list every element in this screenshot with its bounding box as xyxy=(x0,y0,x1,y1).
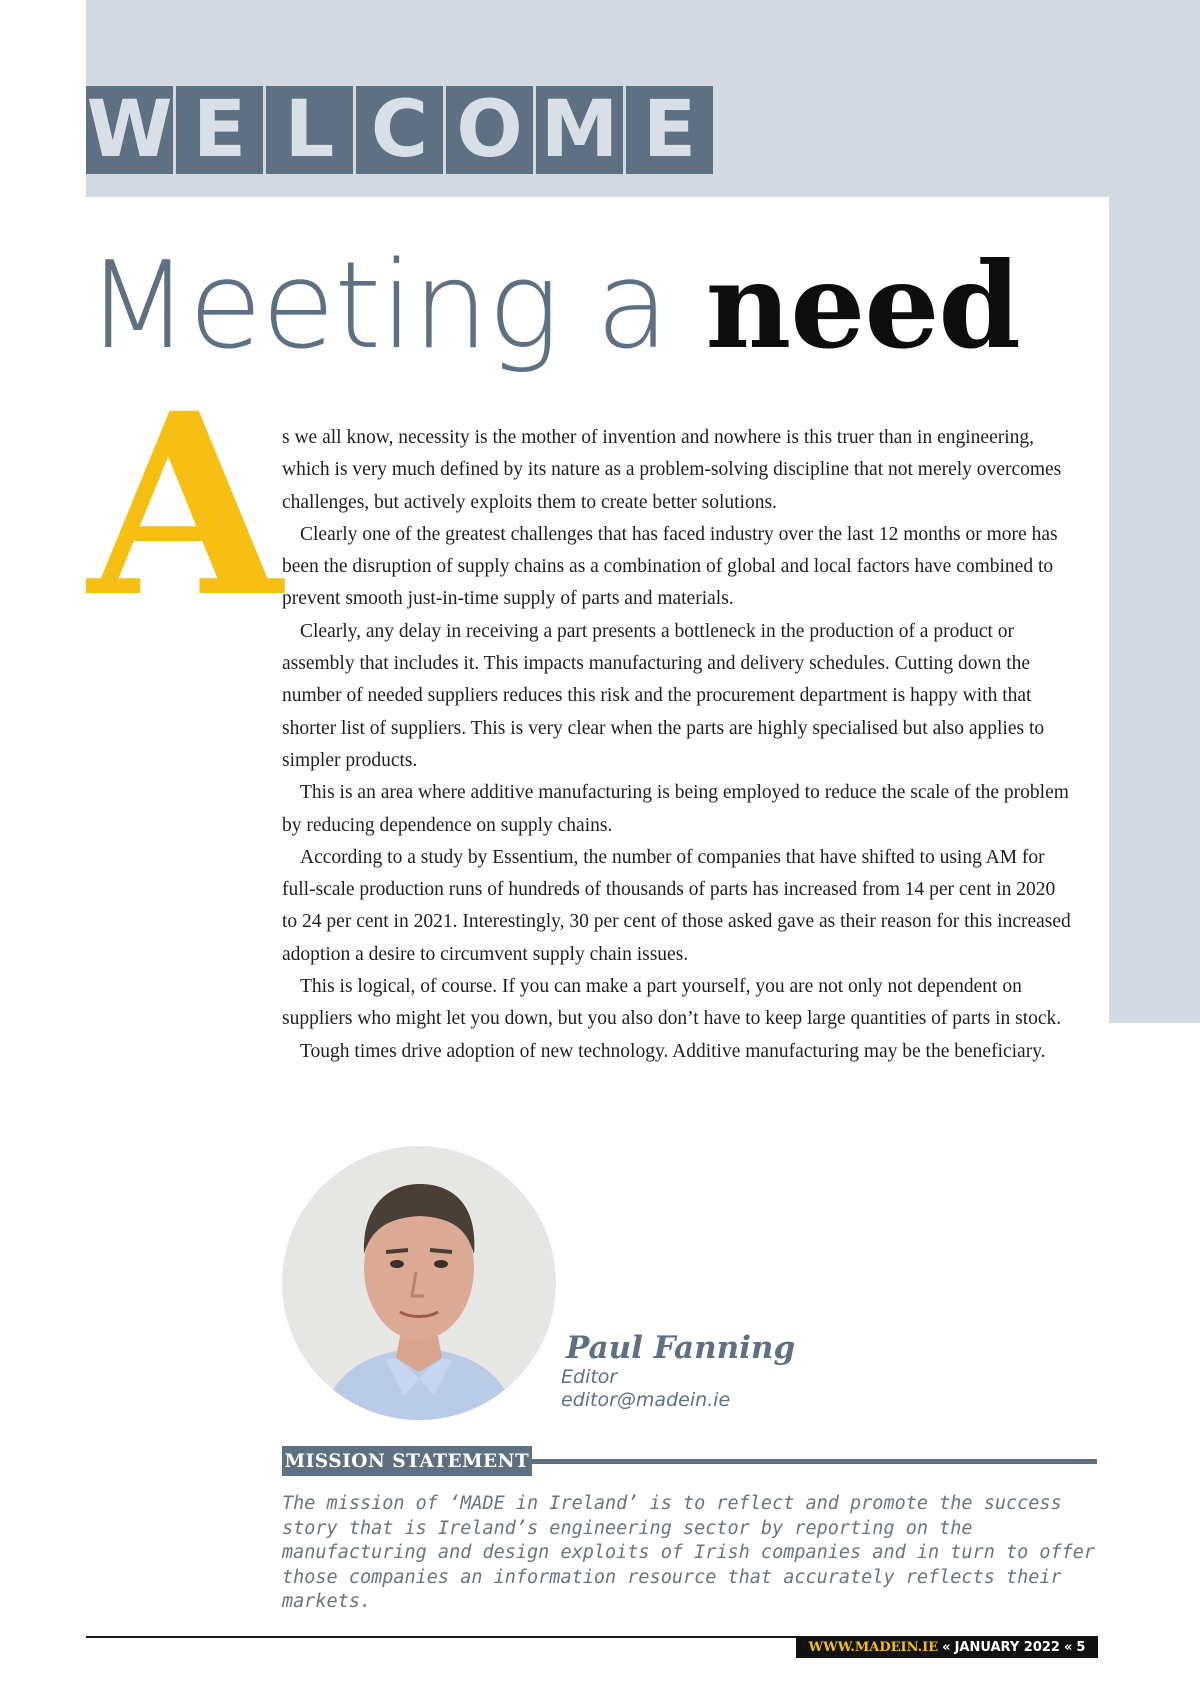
headline-bold: need xyxy=(705,236,1020,375)
section-label-letter: C xyxy=(356,86,443,174)
article-paragraph: According to a study by Essentium, the number of companies that have shifted to using AM for full-scale production runs of hundreds of thousands of parts has increased from 14 per cent in 2020 to 24 per cent in 2021. Interestingly, 30 per cent of those asked gave as their reason for this increased adoption a desire to circumvent supply chain issues. xyxy=(282,846,1071,965)
mission-divider xyxy=(532,1459,1097,1464)
section-label-letter: E xyxy=(176,86,263,174)
editor-role: Editor xyxy=(561,1366,618,1388)
section-label-letter: W xyxy=(86,85,173,175)
section-label-letter: O xyxy=(446,86,533,174)
section-label-welcome xyxy=(86,86,713,174)
mission-statement-label: MISSION STATEMENT xyxy=(282,1446,532,1476)
page-footer xyxy=(796,1637,1098,1658)
editor-email[interactable]: editor@madein.ie xyxy=(561,1389,731,1411)
side-background-panel xyxy=(1109,197,1200,1023)
article-paragraph: Tough times drive adoption of new technology. Additive manufacturing may be the beneficiary. xyxy=(300,1040,1046,1062)
article-paragraph: Clearly, any delay in receiving a part presents a bottleneck in the production of a product or assembly that includes it. This impacts manufacturing and delivery schedules. Cutting down the number of needed suppliers reduces this risk and the procurement department is happy with that shorter list of suppliers. This is very clear when the parts are highly specialised but also applies to simpler products. xyxy=(282,620,1045,771)
drop-cap: A xyxy=(88,358,282,652)
footer-separator: « xyxy=(942,1640,951,1655)
headline-light: Meeting a xyxy=(86,237,669,376)
article-paragraph: Clearly one of the greatest challenges that has faced industry over the last 12 months or more has been the disruption of supply chains as a combination of global and local factors have combined to prevent smooth just-in-time supply of parts and materials. xyxy=(282,523,1058,610)
section-label-letter: L xyxy=(266,86,353,174)
footer-issue-date: JANUARY 2022 xyxy=(954,1640,1060,1655)
article-paragraph: This is an area where additive manufacturing is being employed to reduce the scale of the problem by reducing dependence on supply chains. xyxy=(282,782,1069,836)
footer-page-number: 5 xyxy=(1076,1640,1086,1655)
article-paragraph: s we all know, necessity is the mother of invention and nowhere is this truer than in engineering, which is very much defined by its nature as a problem-solving discipline that not merely overcomes challenges, but actively exploits them to create better solutions. xyxy=(282,427,1062,513)
article-body xyxy=(282,422,1072,1068)
editor-name: Paul Fanning xyxy=(566,1330,796,1366)
footer-separator: « xyxy=(1063,1640,1073,1655)
footer-website-link[interactable]: WWW.MADEIN.IE xyxy=(808,1640,939,1655)
section-label-letter: E xyxy=(626,86,713,174)
article-paragraph: This is logical, of course. If you can make a part yourself, you are not only not dependent on suppliers who might let you down, but you also don’t have to keep large quantities of parts in stock. xyxy=(282,976,1062,1030)
editor-portrait-icon xyxy=(282,1146,556,1420)
editor-photo xyxy=(282,1146,556,1420)
mission-statement-text: The mission of ‘MADE in Ireland’ is to reflect and promote the success story that is Ireland’s engineering sector by reporting on the manufacturing and design exploits of Irish companies and in turn to offer those companies an information resource that accurately reflects their markets. xyxy=(282,1493,1096,1613)
section-label-letter: M xyxy=(536,86,623,174)
article-headline xyxy=(86,238,1020,376)
